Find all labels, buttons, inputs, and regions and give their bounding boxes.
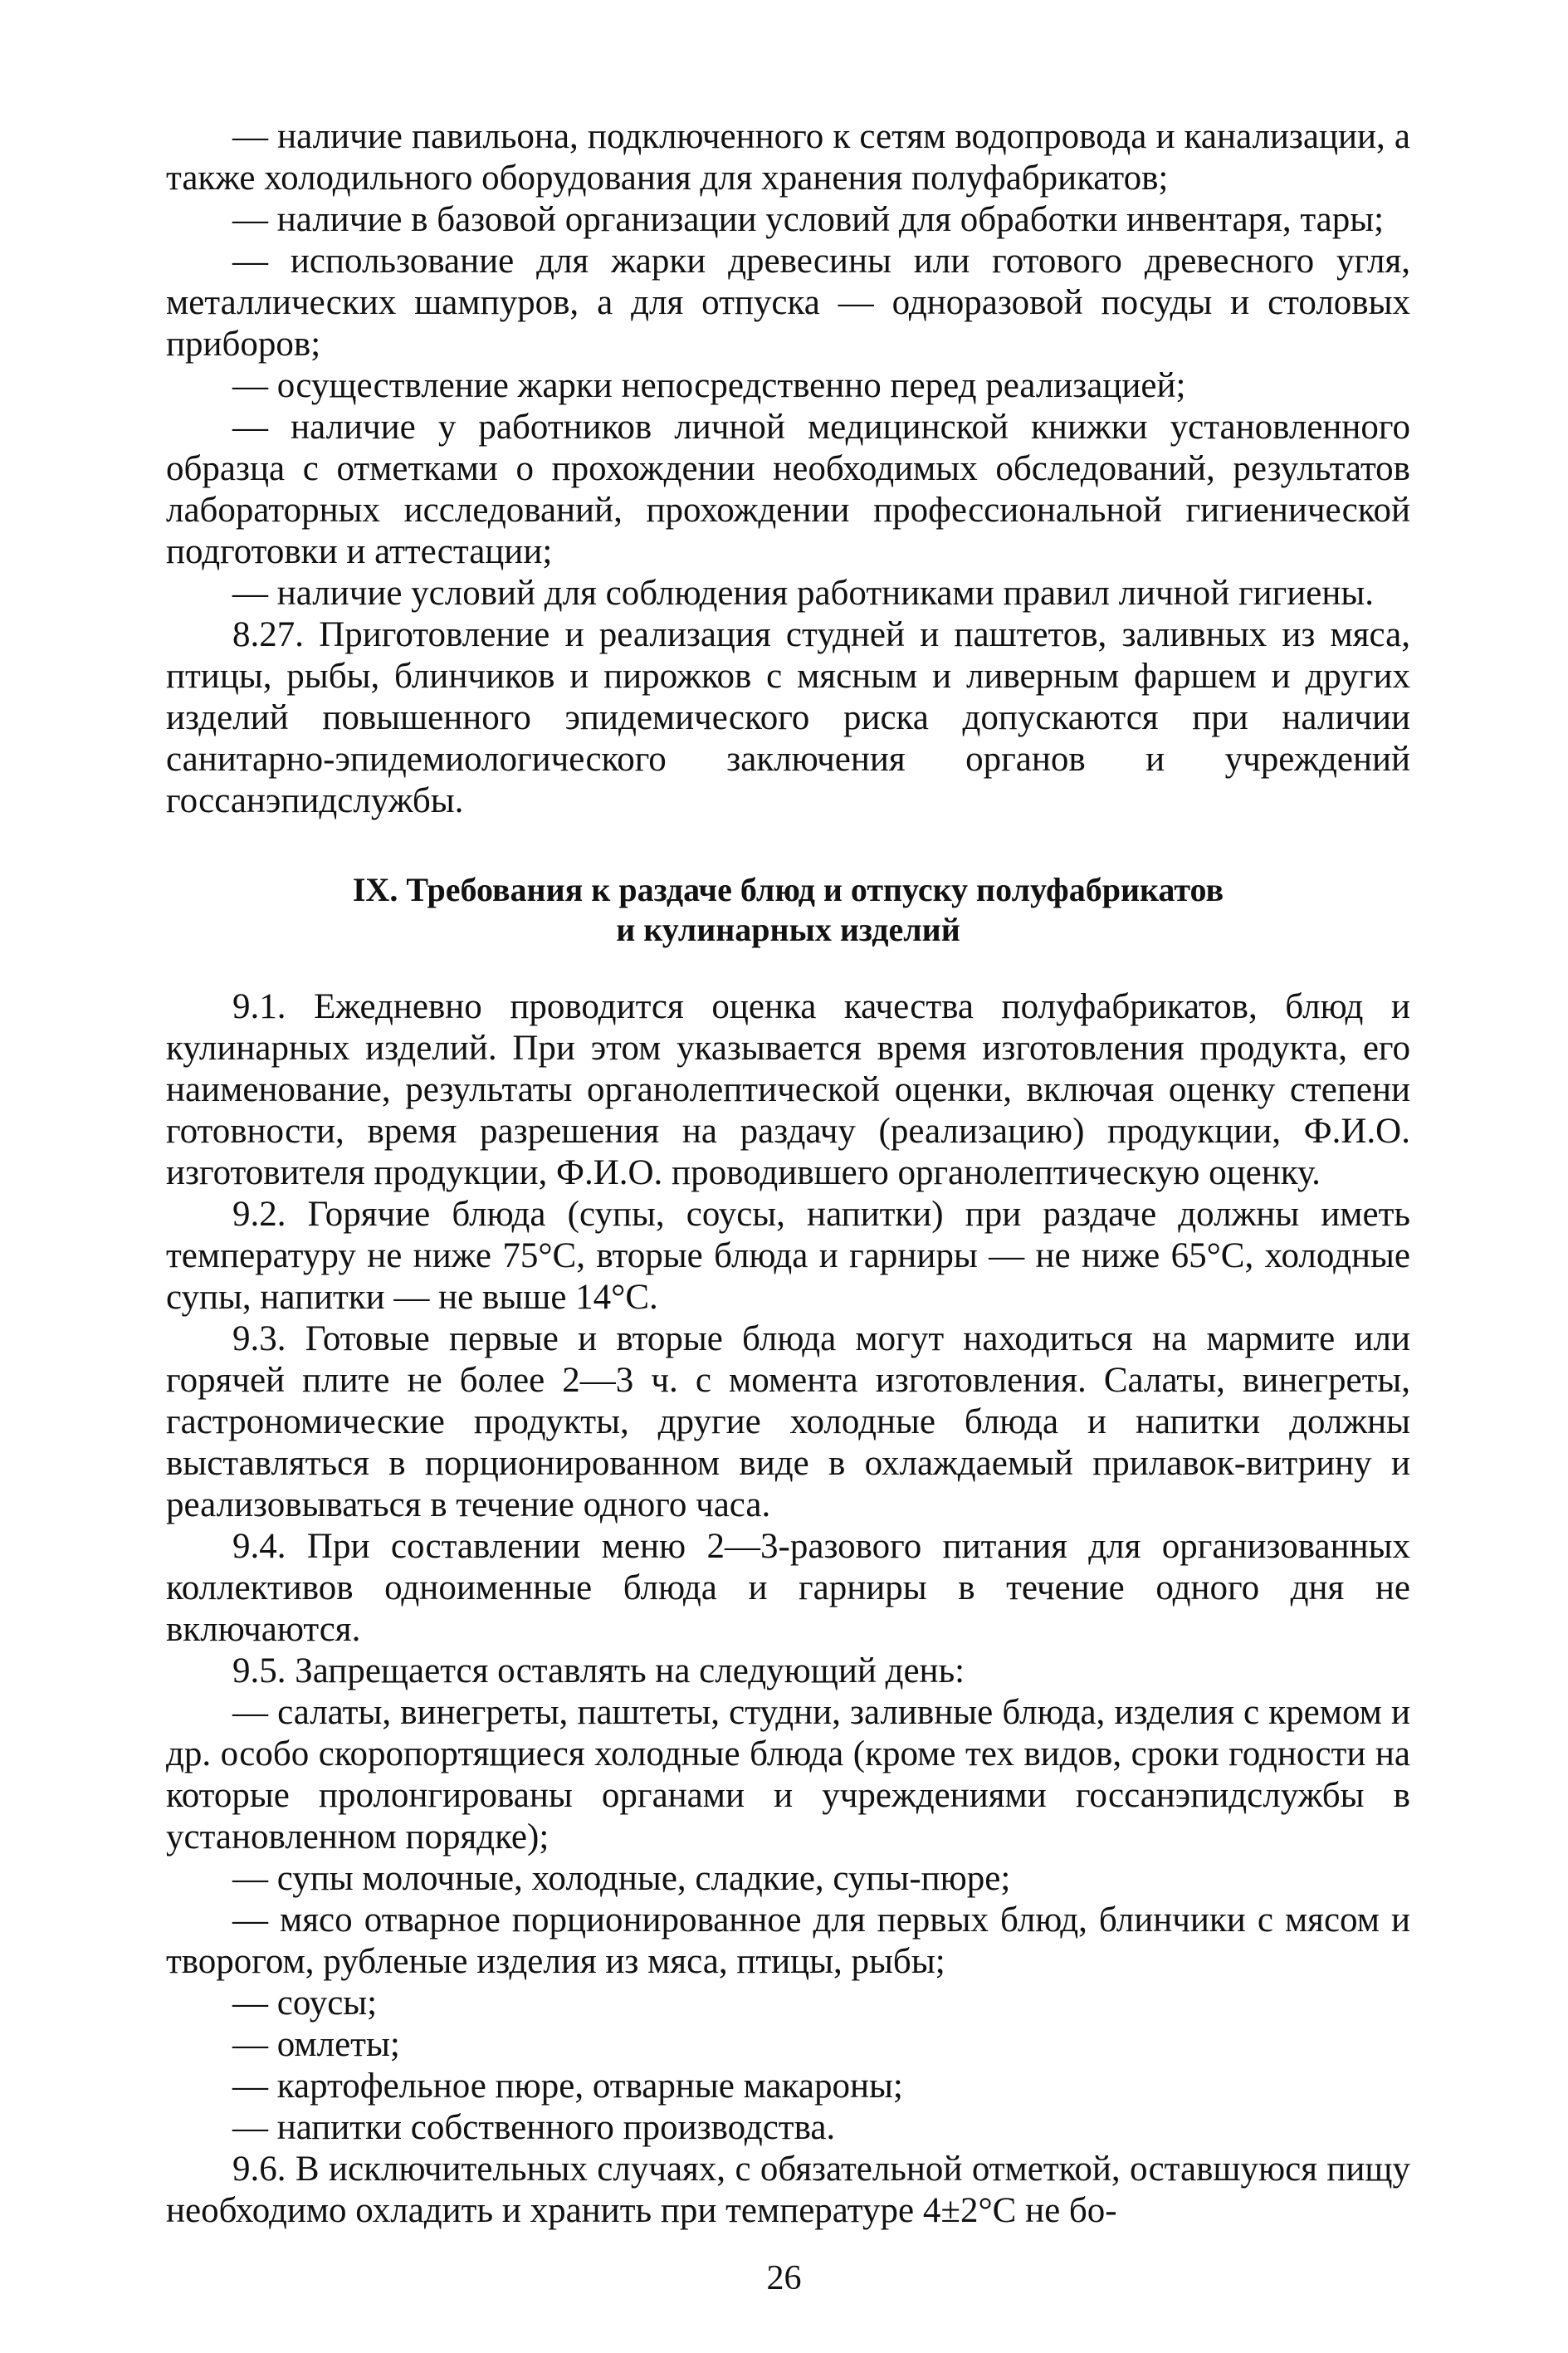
paragraph-hygiene: — наличие условий для соблюдения работниками правил личной гигиены. [232,574,1374,613]
list-item-sauces: — соусы; [232,1984,378,2023]
paragraph-pavilion: — наличие павильона, подключенного к сетям водопровода и канализации, а также холодильного оборудования для хранения полуфабрикатов; [166,117,1410,198]
list-item-meat: — мясо отварное порционированное для первых блюд, блинчики с мясом и творогом, рубленые изделия из мяса, птицы, рыбы; [166,1900,1410,1981]
paragraph-9-2: 9.2. Горячие блюда (супы, соусы, напитки) при раздаче должны иметь температуру не ниже 75°С, вторые блюда и гарниры — не ниже 65°С, холодные супы, напитки — не выше 14°С. [166,1195,1410,1317]
paragraph-9-4: 9.4. При составлении меню 2—3-разового питания для организованных коллективов одноименные блюда и гарниры в течение одного дня не включаются. [166,1527,1410,1649]
page-number: 26 [766,2259,802,2297]
body-text [166,116,1410,2232]
section-heading-line-1: IX. Требования к раздаче блюд и отпуску полуфабрикатов [352,871,1224,908]
paragraph-9-1: 9.1. Ежедневно проводится оценка качества полуфабрикатов, блюд и кулинарных изделий. При этом указывается время изготовления продукта, его наименование, результаты органолептической оценки, включая оценку степени готовности, время разрешения на раздачу (реализацию) продукции, Ф.И.О. изготовителя продукции, Ф.И.О. проводившего органолептическую оценку. [166,987,1410,1192]
paragraph-grilling-fuel: — использование для жарки древесины или готового древесного угля, металлических шампуров, а для отпуска — одноразовой посуды и столовых приборов; [166,242,1410,364]
list-item-drinks: — напитки собственного производства. [232,2108,836,2147]
paragraph-inventory: — наличие в базовой организации условий для обработки инвентаря, тары; [232,200,1385,239]
list-item-soups: — супы молочные, холодные, сладкие, супы-пюре; [232,1859,1011,1898]
paragraph-9-3: 9.3. Готовые первые и вторые блюда могут находиться на мармите или горячей плите не более 2—3 ч. с момента изготовления. Салаты, винегреты, гастрономические продукты, другие холодные блюда и напитки должны выставляться в порционированном виде в охлаждаемый прилавок-витрину и реализовываться в течение одного часа. [166,1319,1410,1524]
section-heading [166,870,1410,950]
section-heading-line-2: и кулинарных изделий [616,911,960,948]
paragraph-medical-book: — наличие у работников личной медицинской книжки установленного образца с отметками о прохождении необходимых обследований, результатов лабораторных исследований, прохождении профессиональной гигиенической подготовки и аттестации; [166,408,1410,571]
paragraph-9-5: 9.5. Запрещается оставлять на следующий день: [232,1651,965,1690]
list-item-salads: — салаты, винегреты, паштеты, студни, заливные блюда, изделия с кремом и др. особо скоропортящиеся холодные блюда (кроме тех видов, сроки годности на которые пролонгированы органами и учреждениями госсанэпидслужбы в установленном порядке); [166,1693,1410,1856]
paragraph-grilling-timing: — осуществление жарки непосредственно перед реализацией; [232,366,1186,405]
list-item-omelettes: — омлеты; [232,2025,400,2064]
paragraph-9-6: 9.6. В исключительных случаях, с обязательной отметкой, оставшуюся пищу необходимо охладить и хранить при температуре 4±2°С не бо- [166,2150,1410,2230]
paragraph-8-27: 8.27. Приготовление и реализация студней и паштетов, заливных из мяса, птицы, рыбы, блинчиков и пирожков с мясным и ливерным фаршем и других изделий повышенного эпидемического риска допускаются при наличии санитарно-эпидемиологического заключения органов и учреждений госсанэпидслужбы. [166,615,1410,820]
list-item-puree: — картофельное пюре, отварные макароны; [232,2067,903,2106]
